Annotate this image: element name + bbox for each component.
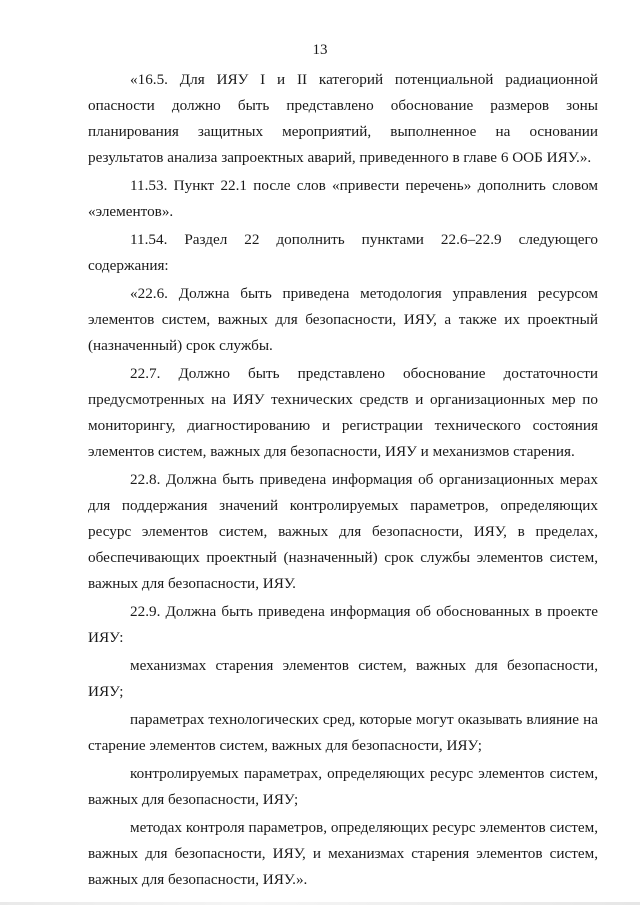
paragraph-11-53: 11.53. Пункт 22.1 после слов «привести перечень» дополнить словом «элементов». (88, 177, 598, 220)
page-number: 13 (312, 42, 328, 58)
list-item-process-media-parameters: параметрах технологических сред, которые могут оказывать влияние на старение элементов систем, важных для безопасности, ИЯУ; (88, 711, 598, 754)
paragraph-11-54: 11.54. Раздел 22 дополнить пунктами 22.6–22.9 следующего содержания: (88, 231, 598, 274)
paragraph-22-6: «22.6. Должна быть приведена методология управления ресурсом элементов систем, важных для безопасности, ИЯУ, а также их проектный (назначенный) срок службы. (88, 285, 598, 354)
list-item-controlled-parameters: контролируемых параметрах, определяющих ресурс элементов систем, важных для безопасности, ИЯУ; (88, 765, 598, 808)
paragraph-22-8: 22.8. Должна быть приведена информация об организационных мерах для поддержания значений контролируемых параметров, определяющих ресурс элементов систем, важных для безопасности, ИЯУ, в пределах, обеспечивающих проектный (назначенный) срок службы элементов систем, важных для безопасности, ИЯУ. (88, 471, 598, 592)
paragraph-22-9: 22.9. Должна быть приведена информация об обоснованных в проекте ИЯУ: (88, 603, 598, 646)
paragraph-16-5: «16.5. Для ИЯУ I и II категорий потенциальной радиационной опасности должно быть представлено обоснование размеров зоны планирования защитных мероприятий, выполненное на основании результатов анализа запроектных аварий, приведенного в главе 6 ООБ ИЯУ.». (88, 71, 598, 166)
list-item-control-methods: методах контроля параметров, определяющих ресурс элементов систем, важных для безопасности, ИЯУ, и механизмах старения элементов систем, важных для безопасности, ИЯУ.». (88, 819, 598, 888)
document-body (88, 67, 598, 895)
list-item-aging-mechanisms: механизмах старения элементов систем, важных для безопасности, ИЯУ; (88, 657, 598, 700)
paragraph-22-7: 22.7. Должно быть представлено обоснование достаточности предусмотренных на ИЯУ технических средств и организационных мер по мониторингу, диагностированию и регистрации технического состояния элементов систем, важных для безопасности, ИЯУ и механизмов старения. (88, 365, 598, 460)
